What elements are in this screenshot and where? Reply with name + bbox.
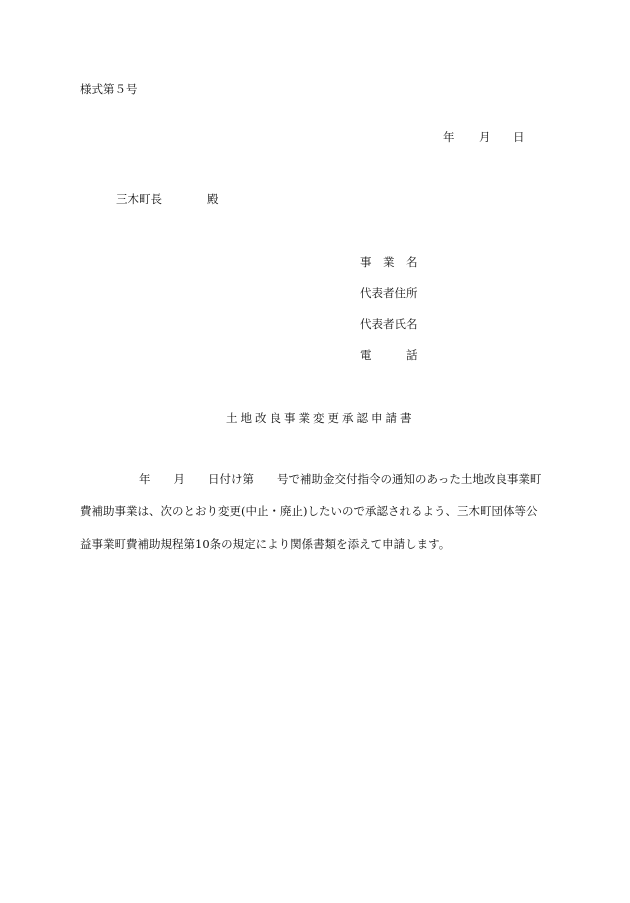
body-line-2: 費補助事業は、次のとおり変更(中止・廃止)したいので承認されるよう、三木町団体等公: [80, 504, 538, 518]
representative-address-label: 代表者住所: [360, 286, 418, 300]
body-line-3: 益事業町費補助規程第10条の規定により関係書類を添えて申請します。: [80, 537, 451, 551]
form-number: 様式第５号: [80, 82, 138, 96]
addressee-name: 三木町長: [116, 192, 162, 206]
document-title: 土地改良事業変更承認申請書: [226, 411, 415, 425]
body-line-1: 年 月 日付け第 号で補助金交付指令の通知のあった土地改良事業町: [139, 472, 542, 486]
date-month: 月: [479, 130, 491, 144]
phone-label: 電 話: [360, 348, 418, 362]
date-day: 日: [513, 130, 525, 144]
representative-name-label: 代表者氏名: [360, 317, 418, 331]
business-name-label: 事 業 名: [360, 255, 418, 269]
addressee-honorific: 殿: [207, 192, 219, 206]
date-year: 年: [443, 130, 455, 144]
